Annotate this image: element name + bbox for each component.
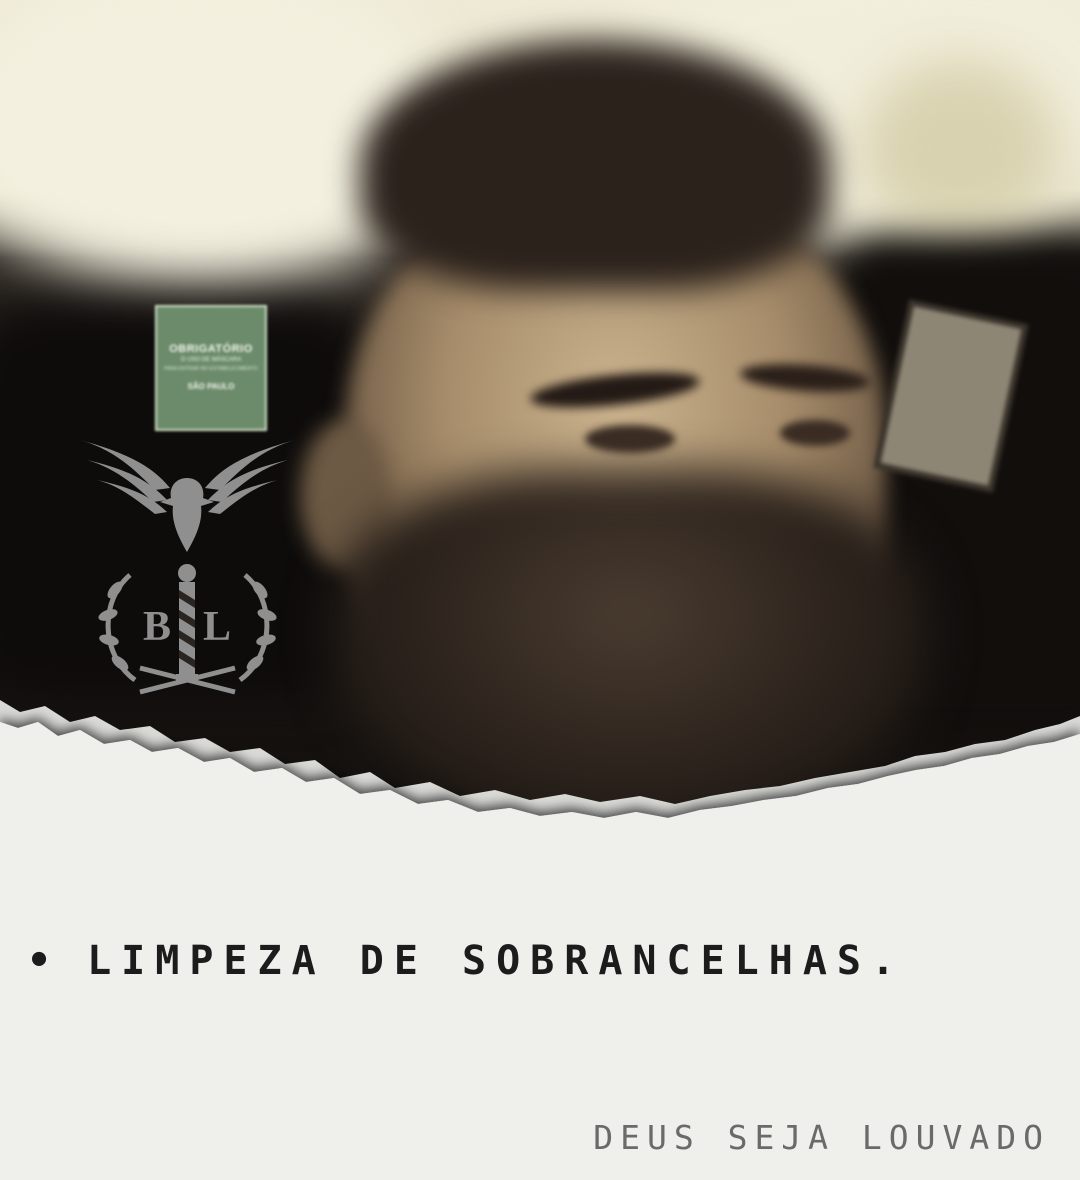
service-line xyxy=(27,938,905,984)
sign-detail: PARA ENTRAR NO ESTABELECIMENTO xyxy=(164,366,258,372)
service-label: LIMPEZA DE SOBRANCELHAS. xyxy=(87,938,906,984)
sign-subtitle: O USO DE MÁSCARA xyxy=(180,357,242,363)
monogram-left: B xyxy=(143,604,172,650)
monogram-right: L xyxy=(203,604,232,650)
list-bullet: • xyxy=(27,938,62,984)
sign-title: OBRIGATÓRIO xyxy=(169,343,253,355)
footer-tagline: DEUS SEJA LOUVADO xyxy=(593,1118,1050,1157)
sign-footer: SÃO PAULO xyxy=(187,382,235,391)
